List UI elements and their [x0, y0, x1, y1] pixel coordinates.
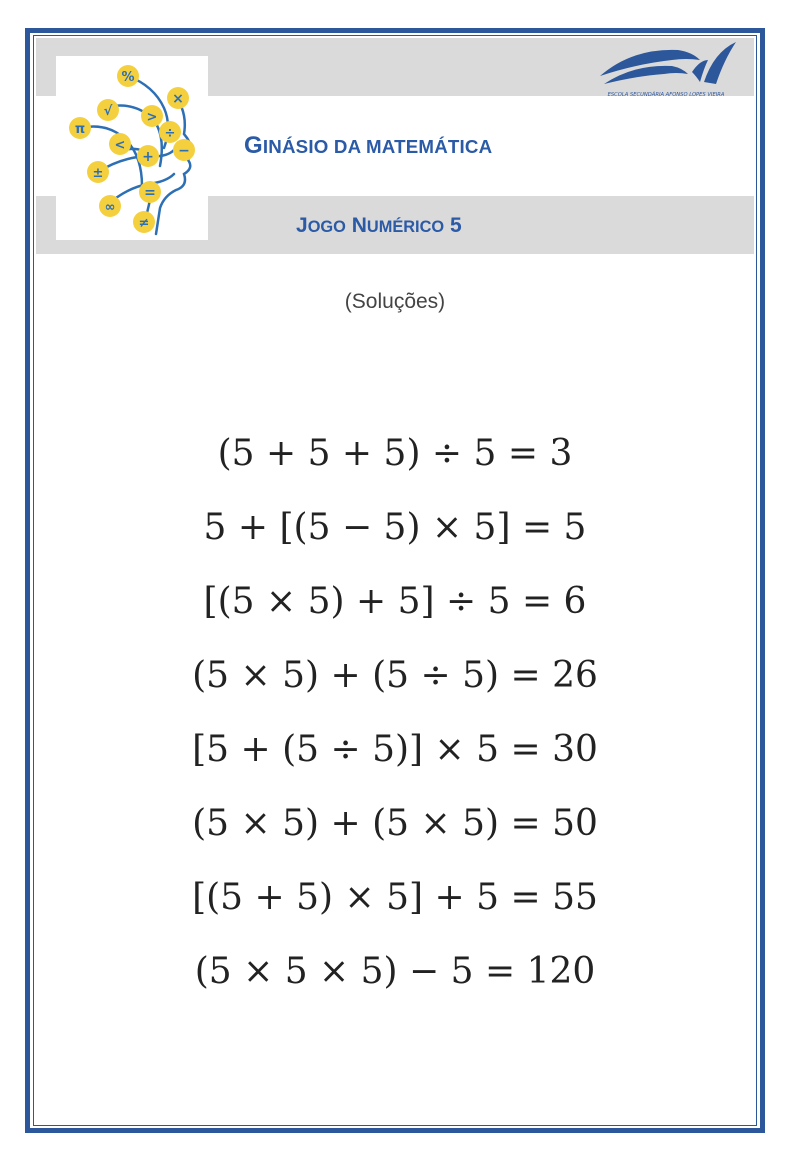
subtitle-part-3: UMÉRICO	[366, 218, 445, 236]
subtitle-part-4: 5	[444, 214, 462, 237]
logo-symbol-11	[139, 181, 161, 203]
equation-1: (5 + 5 + 5) ÷ 5 = 3	[217, 433, 573, 474]
equation-list	[0, 417, 790, 1009]
logo-symbol-1	[167, 87, 189, 109]
subtitle-part-0: J	[296, 214, 308, 237]
equation-3: [(5 × 5) + 5] ÷ 5 = 6	[203, 581, 587, 622]
logo-symbol-7	[137, 145, 159, 167]
logo-symbol-12	[133, 211, 155, 233]
equation-6: (5 × 5) + (5 × 5) = 50	[192, 803, 598, 844]
svg-text:π: π	[74, 122, 86, 137]
svg-text:÷: ÷	[164, 126, 176, 141]
logo-symbol-4	[69, 117, 91, 139]
svg-text:√: √	[103, 104, 113, 119]
logo-symbol-3	[141, 105, 163, 127]
solutions-note: (Soluções)	[344, 290, 446, 313]
svg-text:×: ×	[172, 91, 184, 107]
svg-text:>: >	[146, 110, 158, 125]
logo-symbol-6	[159, 121, 181, 143]
equation-5: [5 + (5 ÷ 5)] × 5 = 30	[192, 729, 598, 770]
school-name: ESCOLA SECUNDÁRIA AFONSO LOPES VIEIRA	[607, 92, 725, 98]
equation-8: (5 × 5 × 5) − 5 = 120	[194, 951, 596, 992]
equation-7: [(5 + 5) × 5] + 5 = 55	[192, 877, 598, 918]
math-head-logo	[56, 56, 208, 240]
svg-text:≠: ≠	[138, 216, 150, 231]
school-logo	[596, 38, 738, 100]
svg-text:%: %	[121, 70, 135, 85]
svg-text:±: ±	[92, 166, 104, 181]
equation-4: (5 × 5) + (5 ÷ 5) = 26	[192, 655, 598, 696]
subtitle-part-2: N	[345, 214, 367, 237]
svg-text:+: +	[142, 149, 154, 165]
logo-symbol-8	[173, 139, 195, 161]
logo-symbol-10	[99, 195, 121, 217]
logo-symbol-0	[117, 65, 139, 87]
svg-text:−: −	[178, 143, 190, 159]
page-title	[244, 132, 492, 160]
equation-2: 5 + [(5 − 5) × 5] = 5	[203, 507, 587, 548]
page-subtitle	[296, 214, 462, 238]
title-initial: G	[244, 132, 263, 159]
svg-text:∞: ∞	[104, 200, 116, 215]
logo-symbol-5	[109, 133, 131, 155]
svg-text:=: =	[144, 185, 156, 201]
logo-symbol-9	[87, 161, 109, 183]
svg-text:<: <	[114, 138, 126, 153]
title-rest: INÁSIO DA MATEMÁTICA	[262, 136, 493, 157]
logo-symbol-2	[97, 99, 119, 121]
subtitle-part-1: OGO	[307, 218, 346, 236]
